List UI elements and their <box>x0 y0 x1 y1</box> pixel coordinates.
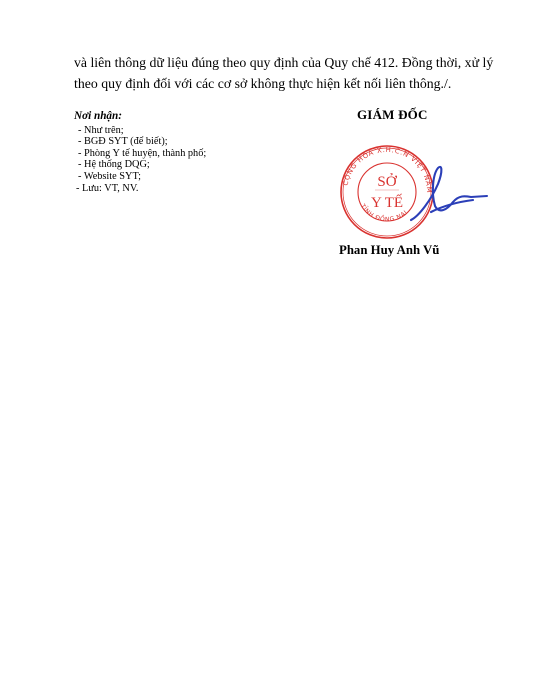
paragraph-line-2: theo quy định đối với các cơ sở không thực hiện kết nối liên thông./. <box>74 76 452 91</box>
closing-paragraph <box>74 52 494 94</box>
signer-name: Phan Huy Anh Vũ <box>339 243 440 257</box>
recipients-block <box>74 111 206 194</box>
seal-bottom-text: TỈNH ĐỒNG NAI <box>358 202 410 224</box>
recipient-item: - Như trên; <box>78 124 124 136</box>
recipients-title: Nơi nhận: <box>74 110 122 122</box>
official-seal-with-signature <box>339 140 489 244</box>
official-seal-stamp <box>341 146 433 238</box>
signer-role: GIÁM ĐỐC <box>357 107 428 122</box>
seal-text-line-1: SỞ <box>377 174 397 190</box>
recipient-item: - Hệ thống DQG; <box>78 159 150 171</box>
seal-ring-text: CỘNG HÒA X.H.C.N VIỆT NAM <box>341 145 434 194</box>
recipient-item: - Website SYT; <box>78 170 142 182</box>
paragraph-line-1: và liên thông dữ liệu đúng theo quy định của Quy chế 412. Đồng thời, xử lý <box>74 55 494 70</box>
recipient-item: - Lưu: VT, NV. <box>76 182 139 194</box>
recipient-item: - BGĐ SYT (để biết); <box>78 136 168 148</box>
recipient-item: - Phòng Y tế huyện, thành phố; <box>78 147 207 159</box>
seal-text-line-2: Y TẾ <box>370 195 404 211</box>
